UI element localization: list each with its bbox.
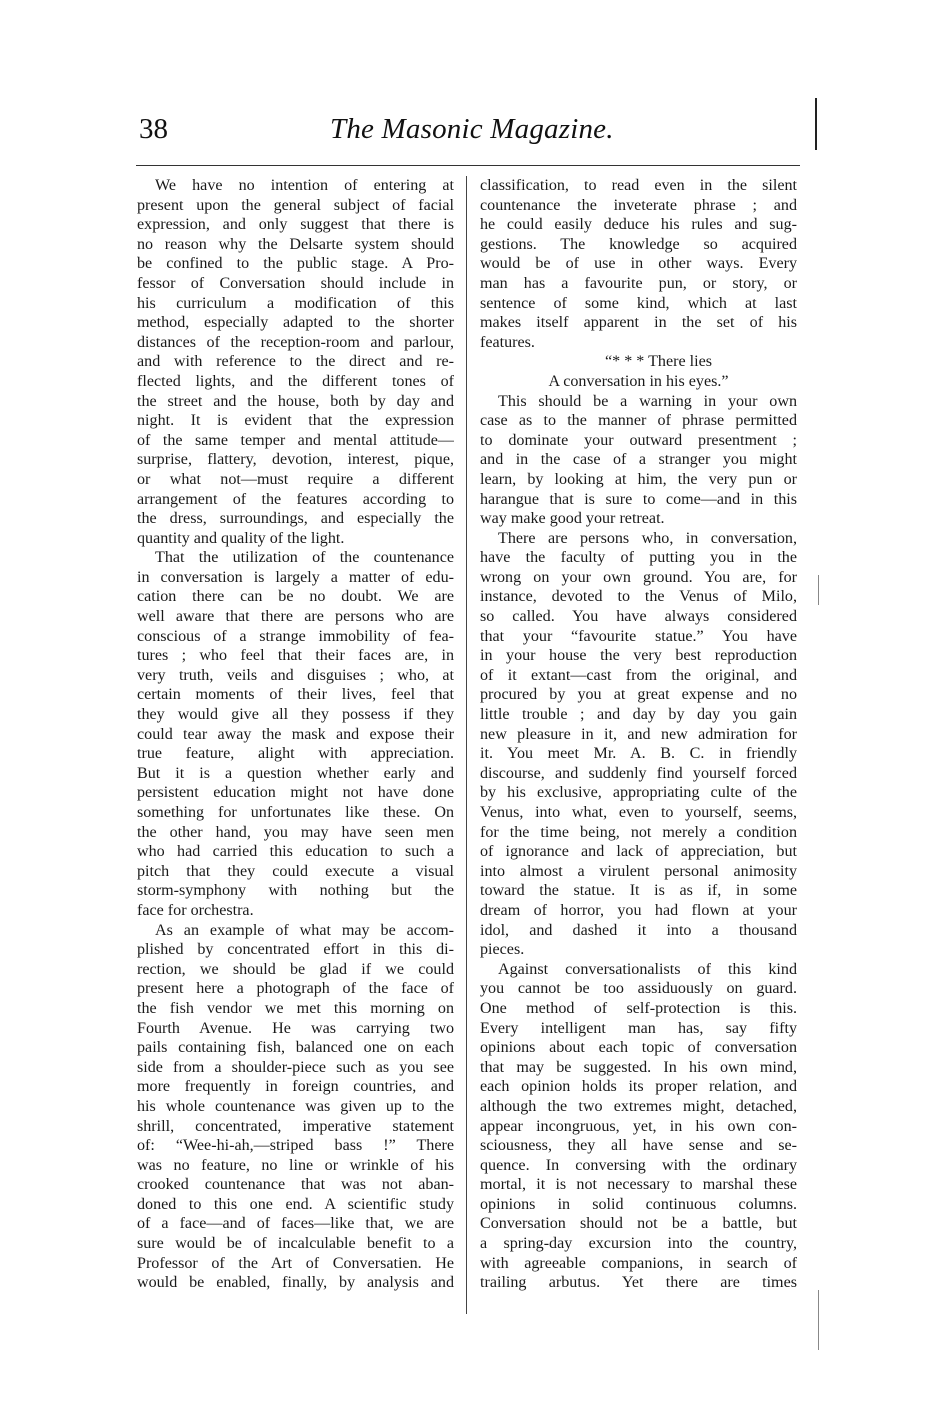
text-line: sure would be of incalculable benefit to a [137,1235,454,1253]
text-line: persistent education might not have done [137,784,454,802]
text-line: pails containing fish, balanced one on each [137,1039,454,1057]
text-line: each opinion holds its proper relation, and [480,1078,797,1096]
text-line: be confined to the public stage. A Pro- [137,255,454,273]
text-line: learn, by looking at him, the very pun or [480,470,797,488]
text-line: although the two extremes might, detached, [480,1097,797,1115]
text-line: it. You meet Mr. A. B. C. in friendly [480,745,797,763]
text-line: who had carried this education to such a [137,843,454,861]
text-line: But it is a question whether early and [137,764,454,782]
text-line: fessor of Conversation should include in [137,274,454,292]
text-line: a spring-day excursion into the country, [480,1235,797,1253]
text-line: to dominate your outward presentment ; [480,431,797,449]
text-line: That the utilization of the countenance [155,549,454,567]
text-line: sentence of some kind, which at last [480,294,797,312]
text-line: man has a favourite pun, or story, or [480,274,797,292]
text-line: quence. In conversing with the ordinary [480,1156,797,1174]
text-line: they would give all they possess if they [137,706,454,724]
text-line: his whole countenance was given up to the [137,1097,454,1115]
text-line: Fourth Avenue. He was carrying two [137,1019,454,1037]
text-line: arrangement of the features according to [137,490,454,508]
text-line: conscious of a strange immobility of fea- [137,627,454,645]
text-line: with agreeable companions, in search of [480,1254,797,1272]
text-line: cation there can be no doubt. We are [137,588,454,606]
text-line: makes itself apparent in the set of his [480,314,797,332]
text-line: something for unfortunates like these. On [137,804,454,821]
text-line: way make good your retreat. [480,510,665,528]
text-line: that may be suggested. In his own mind, [480,1058,797,1076]
text-line: As an example of what may be accom- [155,921,454,939]
text-line: by his exclusive, appropriating culte of the [480,784,797,802]
left-column [137,176,454,1293]
text-line: Every intelligent man has, say fifty [480,1019,797,1037]
text-line: of the same temper and mental attitude— [137,431,454,449]
text-line: toward the statue. It is as if, in some [480,882,797,900]
text-line: certain moments of their lives, feel that [137,686,454,704]
text-line: storm-symphony with nothing but the [137,882,454,900]
text-line: into almost a virulent personal animosity [480,862,797,880]
text-line: the other hand, you may have seen men [137,823,454,841]
text-line: true feature, alight with appreciation. [137,745,454,763]
text-line: case as to the manner of phrase permitted [480,412,797,430]
text-line: for the time being, not merely a condition [480,823,797,841]
text-line: that your “favourite statue.” You have [480,627,797,645]
text-line: We have no intention of entering at [155,177,454,194]
text-line: pitch that they could execute a visual [137,862,454,880]
text-line: Against conversationalists of this kind [498,960,797,978]
text-line: night. It is evident that the expression [137,412,454,430]
text-line: “* * * There lies [605,353,712,371]
text-line: Professor of the Art of Conversatien. He [137,1254,454,1272]
text-line: tures ; who feel that their faces are, in [137,647,454,665]
text-line: pieces. [480,941,525,959]
text-line: the dress, surroundings, and especially the [137,510,454,528]
text-line: so called. You have always considered [480,608,797,626]
text-line: crooked countenance that was not aban- [137,1176,454,1194]
right-margin-line [818,575,819,605]
text-line: he could easily deduce his rules and sug- [480,216,797,234]
text-line: method, especially adapted to the shorter [137,314,454,332]
text-line: opinions in solid continuous columns. [480,1195,797,1213]
text-line: distances of the reception-room and parlour, [137,333,454,351]
text-line: quantity and quality of the light. [137,529,345,547]
text-line: new pleasure in it, and new admiration for [480,725,797,743]
right-column [480,176,797,1293]
text-line: of a face—and of faces—like that, we are [137,1215,454,1233]
text-line: was no feature, no line or wrinkle of his [137,1156,454,1174]
margin-mark [815,98,817,150]
text-line: rection, we should be glad if we could [137,960,454,978]
text-line: A conversation in his eyes.” [548,372,729,390]
text-line: opinions about each topic of conversation [480,1039,797,1057]
text-line: dream of horror, you had flown at your [480,901,797,919]
text-line: flected lights, and the different tones of [137,372,454,390]
text-line: face for orchestra. [137,901,254,919]
text-line: no reason why the Delsarte system should [137,235,454,253]
text-line: trailing arbutus. Yet there are times [480,1274,797,1292]
text-line: procured by you at great expense and no [480,686,797,704]
text-line: shrill, concentrated, imperative statement [137,1117,454,1135]
text-line: the fish vendor we met this morning on [137,999,454,1017]
text-line: or what not—must require a different [137,470,454,488]
text-line: little trouble ; and day by day you gain [480,706,797,724]
text-line: his curriculum a modification of this [137,294,454,312]
text-line: and with reference to the direct and re- [137,353,454,371]
text-line: would be of use in other ways. Every [480,255,797,273]
text-line: sciousness, they all have sense and se- [480,1137,797,1155]
text-line: have the faculty of putting you in the [480,549,797,567]
text-line: plished by concentrated effort in this di- [137,941,454,959]
text-line: doned to this one end. A scientific study [137,1195,454,1213]
text-line: idol, and dashed it into a thousand [480,921,797,939]
text-line: This should be a warning in your own [498,392,797,410]
text-line: features. [480,333,535,351]
header-rule [136,165,800,166]
text-line: you cannot be too assiduously on guard. [480,980,797,998]
text-line: classification, to read even in the silent [480,177,797,194]
text-line: of it extant—cast from the original, and [480,666,797,684]
text-line: discourse, and suddenly find yourself forced [480,764,797,782]
text-line: One method of self-protection is this. [480,999,797,1017]
text-line: Conversation should not be a battle, but [480,1215,797,1233]
text-line: harangue that is sure to come—and in this [480,490,797,508]
text-line: present upon the general subject of facial [137,196,454,214]
text-line: There are persons who, in conversation, [498,529,797,547]
text-line: expression, and only suggest that there is [137,216,454,234]
text-line: well aware that there are persons who are [137,608,454,626]
text-line: Venus, into what, even to yourself, seems, [480,804,797,821]
text-line: very truth, veils and disguises ; who, at [137,666,454,684]
text-line: present here a photograph of the face of [137,980,454,998]
text-line: surprise, flattery, devotion, interest, pique, [137,451,454,469]
running-title: The Masonic Magazine. [330,113,614,145]
text-line: would be enabled, finally, by analysis and [137,1274,454,1292]
text-line: wrong on your own ground. You are, for [480,568,797,586]
right-margin-line [818,1290,819,1350]
text-line: could tear away the mask and expose their [137,725,454,743]
text-line: and in the case of a stranger you might [480,451,797,469]
text-line: of ignorance and lack of appreciation, but [480,843,797,861]
text-line: more frequently in foreign countries, and [137,1078,454,1096]
text-line: of: “Wee-hi-ah,—striped bass !” There [137,1137,454,1155]
text-line: side from a shoulder-piece such as you see [137,1058,454,1076]
text-line: the street and the house, both by day and [137,392,454,410]
page-number: 38 [139,113,168,145]
column-rule [466,176,467,1314]
text-line: in your house the very best reproduction [480,647,797,665]
text-line: in conversation is largely a matter of edu- [137,568,454,586]
text-line: appear incongruous, yet, in his own con- [480,1117,797,1135]
text-line: countenance the inveterate phrase ; and [480,196,797,214]
text-line: gestions. The knowledge so acquired [480,235,797,253]
text-line: mortal, it is not necessary to marshal these [480,1176,797,1194]
text-line: instance, devoted to the Venus of Milo, [480,588,797,606]
